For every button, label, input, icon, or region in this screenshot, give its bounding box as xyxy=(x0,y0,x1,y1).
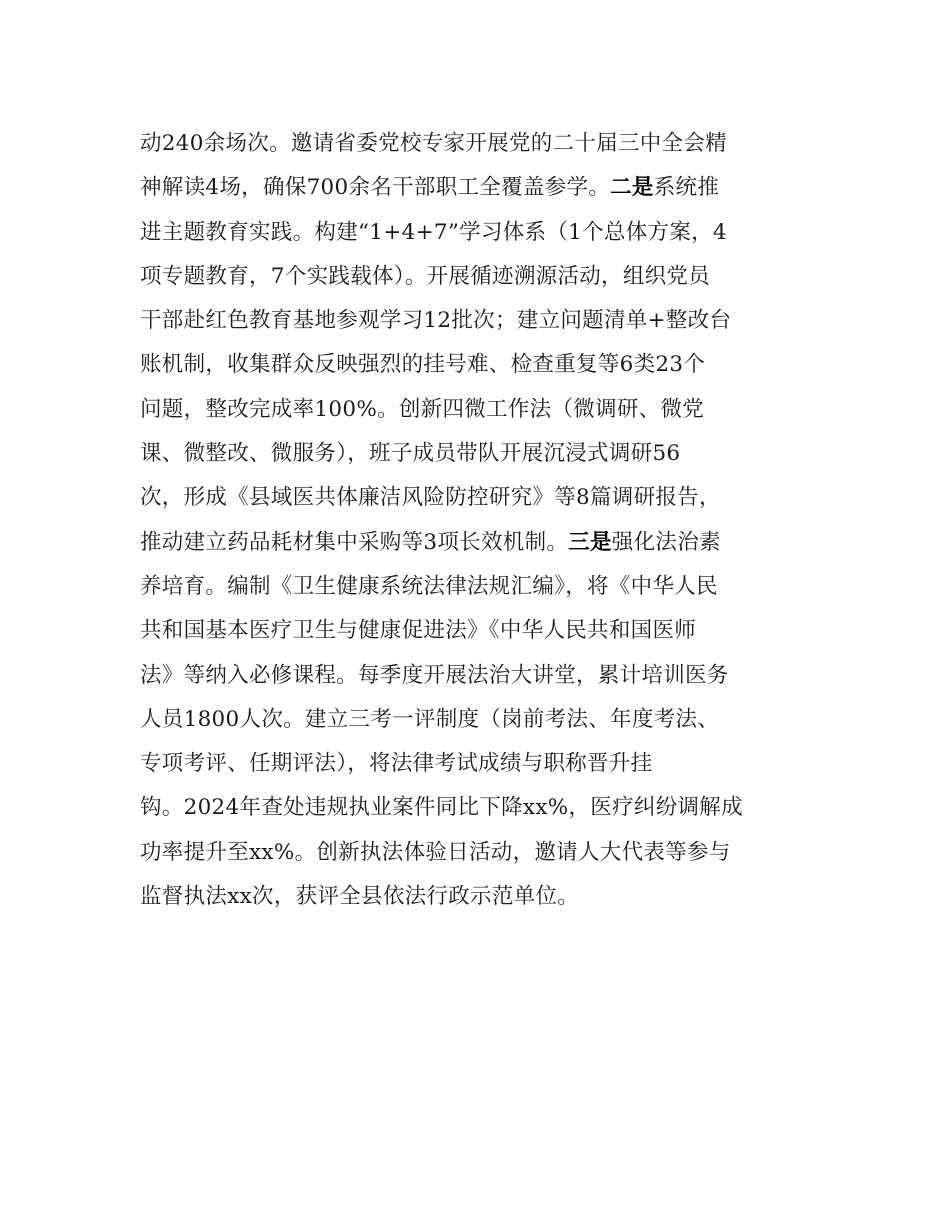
text-run: 动240余场次。邀请省委党校专家开展党的二十届三中全会精 xyxy=(140,131,727,156)
bold-ordinal: 二是 xyxy=(610,175,654,201)
text-run: 法》等纳入必修课程。每季度开展法治大讲堂，累计培训医务 xyxy=(140,662,729,688)
text-line xyxy=(140,211,820,255)
text-run: 监督执法xx次，获评全县依法行政示范单位。 xyxy=(140,884,580,910)
text-line xyxy=(140,166,820,210)
text-run: 次，形成《县域医共体廉洁风险防控研究》等8篇调研报告， xyxy=(140,485,721,511)
text-run: 专项考评、任期评法），将法律考试成绩与职称晋升挂 xyxy=(140,751,653,777)
bold-ordinal: 三是 xyxy=(568,529,612,555)
text-line xyxy=(140,698,820,742)
text-run: 养培育。编制《卫生健康系统法律法规汇编》，将《中华人民 xyxy=(140,573,718,599)
text-line xyxy=(140,388,820,432)
text-line xyxy=(140,786,820,830)
text-run: 共和国基本医疗卫生与健康促进法》《中华人民共和国医师 xyxy=(140,618,697,644)
text-line xyxy=(140,875,820,919)
text-run: 功率提升至xx%。创新执法体验日活动，邀请人大代表等参与 xyxy=(140,839,731,865)
text-run: 干部赴红色教育基地参观学习12批次；建立问题清单+整改台 xyxy=(140,308,732,334)
text-run: 人员1800人次。建立三考一评制度（岗前考法、年度考法、 xyxy=(140,706,720,732)
text-run: 项专题教育，7个实践载体）。开展循迹溯源活动，组织党员 xyxy=(140,263,711,289)
text-line xyxy=(140,122,820,166)
text-line xyxy=(140,609,820,653)
text-run: 强化法治素 xyxy=(611,529,721,555)
text-line xyxy=(140,654,820,698)
text-run: 钩。2024年查处违规执业案件同比下降xx%，医疗纠纷调解成 xyxy=(140,795,743,821)
text-line xyxy=(140,565,820,609)
text-line xyxy=(140,742,820,786)
text-run: 进主题教育实践。构建“1+4+7”学习体系（1个总体方案，4 xyxy=(140,219,727,245)
text-run: 系统推 xyxy=(653,175,720,201)
text-run: 推动建立药品耗材集中采购等3项长效机制。 xyxy=(140,529,569,555)
text-line xyxy=(140,432,820,476)
text-run: 问题，整改完成率100%。创新四微工作法（微调研、微党 xyxy=(140,396,705,422)
text-line xyxy=(140,299,820,343)
body-paragraph xyxy=(140,122,820,919)
text-line xyxy=(140,831,820,875)
text-line xyxy=(140,476,820,520)
text-run: 课、微整改、微服务），班子成员带队开展沉浸式调研56 xyxy=(140,441,681,467)
text-run: 账机制，收集群众反映强烈的挂号难、检查重复等6类23个 xyxy=(140,352,706,378)
text-line xyxy=(140,521,820,565)
text-line xyxy=(140,255,820,299)
text-run: 神解读4场，确保700余名干部职工全覆盖参学。 xyxy=(140,175,611,201)
text-line xyxy=(140,343,820,387)
